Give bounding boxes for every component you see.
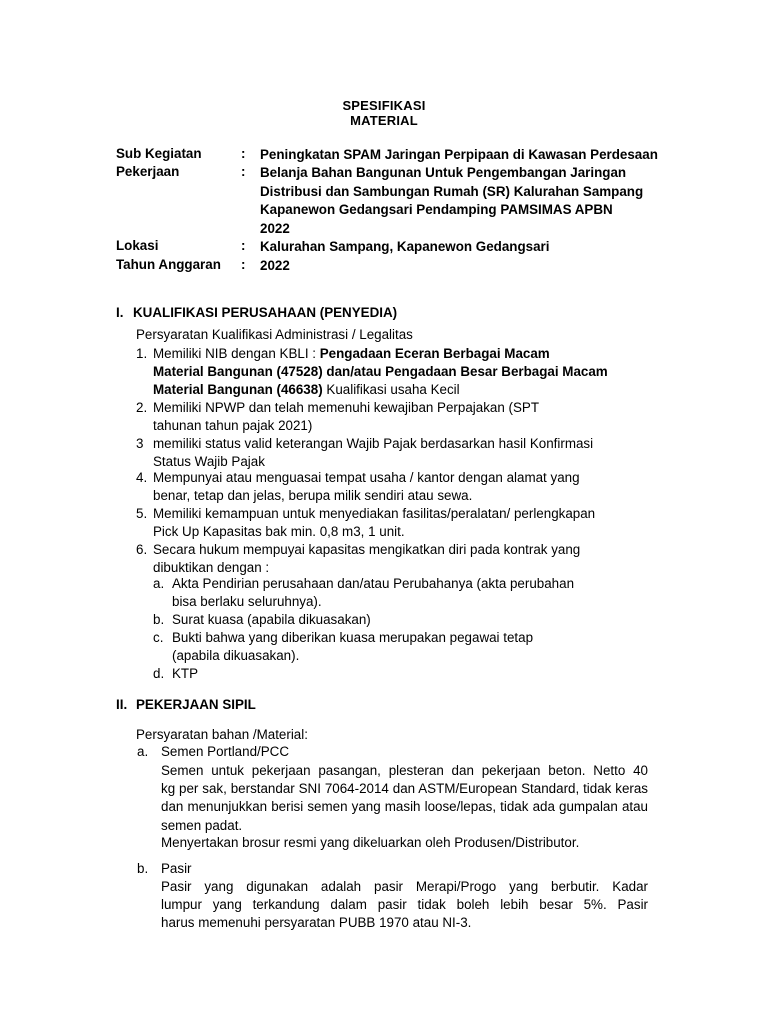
sub-list-item <box>153 611 623 629</box>
sub-item-text: (apabila dikuasakan). <box>172 648 300 664</box>
list-item <box>136 399 644 435</box>
item-number: 4. <box>136 470 148 485</box>
sub-item-letter: a. <box>153 576 165 591</box>
paragraph-line: semen padat. <box>161 817 243 833</box>
list-item <box>136 469 644 505</box>
meta-colon: : <box>241 164 246 179</box>
material-note: Menyertakan brosur resmi yang dikeluarkan oleh Produsen/Distributor. <box>161 835 580 850</box>
item-text: memiliki status valid keterangan Wajib Pajak berdasarkan hasil Konfirmasi <box>153 436 594 451</box>
list-item <box>136 345 644 400</box>
list-item <box>136 541 644 577</box>
item-number: 3 <box>136 436 144 451</box>
pekerjaan-value <box>260 164 700 238</box>
item-number: 5. <box>136 506 148 521</box>
item-text-bold: Material Bangunan (46638) <box>153 382 323 398</box>
section1-heading <box>116 305 397 320</box>
item-text: Kualifikasi usaha Kecil <box>322 382 460 398</box>
sub-kegiatan-value: Peningkatan SPAM Jaringan Perpipaan di Kawasan Perdesaan <box>260 147 658 162</box>
pekerjaan-line: Kapanewon Gedangsari Pendamping PAMSIMAS APBN <box>260 202 613 217</box>
item-number: 6. <box>136 542 148 557</box>
section2-title: PEKERJAAN SIPIL <box>136 697 256 712</box>
paragraph-line: dan menunjukkan berisi semen yang masih loose/lepas, tidak ada gumpalan atau <box>161 799 648 815</box>
material-label <box>137 861 192 876</box>
material-letter: b. <box>137 861 149 876</box>
lokasi-value: Kalurahan Sampang, Kapanewon Gedangsari <box>260 239 550 254</box>
list-item <box>136 505 644 541</box>
section1-number: I. <box>116 305 124 320</box>
item-text-bold: Material Bangunan (47528) dan/atau Pengadaan Besar Berbagai Macam <box>153 364 608 380</box>
item-text-bold: Pengadaan Eceran Berbagai Macam <box>319 346 550 361</box>
pekerjaan-label: Pekerjaan <box>116 164 180 179</box>
doc-title-line1: SPESIFIKASI <box>342 98 426 113</box>
material-description <box>161 878 648 933</box>
sub-kegiatan-label: Sub Kegiatan <box>116 146 202 161</box>
material-description <box>161 762 648 835</box>
tahun-anggaran-label: Tahun Anggaran <box>116 257 221 272</box>
section1-intro: Persyaratan Kualifikasi Administrasi / Legalitas <box>136 327 413 342</box>
item-text: Memiliki NPWP dan telah memenuhi kewajiban Perpajakan (SPT <box>153 400 540 415</box>
doc-title-line2: MATERIAL <box>350 113 418 128</box>
sub-item-text: bisa berlaku seluruhnya). <box>172 594 322 610</box>
meta-colon: : <box>241 238 246 253</box>
item-text: Status Wajib Pajak <box>153 454 265 470</box>
section2-heading <box>116 697 256 712</box>
pekerjaan-line: Belanja Bahan Bangunan Untuk Pengembangan Jaringan <box>260 165 627 180</box>
sub-list-item <box>153 629 623 665</box>
lokasi-label: Lokasi <box>116 238 159 253</box>
sub-list-item <box>153 575 623 611</box>
section1-title: KUALIFIKASI PERUSAHAAN (PENYEDIA) <box>133 305 398 320</box>
item-text: Memiliki NIB dengan KBLI : <box>153 346 320 361</box>
pekerjaan-line: 2022 <box>260 220 290 236</box>
sub-item-letter: b. <box>153 612 165 627</box>
section2-number: II. <box>116 697 128 712</box>
item-text: Secara hukum mempuyai kapasitas mengikatkan diri pada kontrak yang <box>153 542 581 557</box>
item-number: 1. <box>136 346 148 361</box>
material-letter: a. <box>137 744 149 759</box>
tahun-anggaran-value: 2022 <box>260 258 290 273</box>
item-number: 2. <box>136 400 148 415</box>
sub-item-text: Surat kuasa (apabila dikuasakan) <box>172 612 371 627</box>
paragraph-line: lumpur yang terkandung dalam pasir tidak boleh lebih besar 5%. Pasir <box>161 897 648 913</box>
item-text: Memiliki kemampuan untuk menyediakan fasilitas/peralatan/ perlengkapan <box>153 506 596 521</box>
item-text: dibuktikan dengan : <box>153 560 270 576</box>
pekerjaan-line: Distribusi dan Sambungan Rumah (SR) Kalurahan Sampang <box>260 183 644 199</box>
meta-colon: : <box>241 146 246 161</box>
paragraph-line: Semen untuk pekerjaan pasangan, plesteran dan pekerjaan beton. Netto 40 <box>161 763 648 778</box>
sub-item-text: KTP <box>172 666 199 681</box>
sub-item-text: Akta Pendirian perusahaan dan/atau Perubahanya (akta perubahan <box>172 576 575 591</box>
item-text: benar, tetap dan jelas, berupa milik sendiri atau sewa. <box>153 488 473 504</box>
sub-list-item <box>153 665 623 683</box>
meta-colon: : <box>241 257 246 272</box>
material-label <box>137 744 289 759</box>
item-text: Pick Up Kapasitas bak min. 0,8 m3, 1 unit. <box>153 524 405 540</box>
item-text: Mempunyai atau menguasai tempat usaha / kantor dengan alamat yang <box>153 470 580 485</box>
sub-item-letter: d. <box>153 666 165 681</box>
item-text: tahunan tahun pajak 2021) <box>153 418 313 434</box>
section2-intro: Persyaratan bahan /Material: <box>136 727 308 742</box>
paragraph-line: harus memenuhi persyaratan PUBB 1970 atau NI-3. <box>161 915 472 931</box>
sub-item-text: Bukti bahwa yang diberikan kuasa merupakan pegawai tetap <box>172 630 534 645</box>
paragraph-line: kg per sak, berstandar SNI 7064-2014 dan ASTM/European Standard, tidak keras <box>161 781 648 797</box>
paragraph-line: Pasir yang digunakan adalah pasir Merapi/Progo yang berbutir. Kadar <box>161 879 648 894</box>
sub-item-letter: c. <box>153 630 164 645</box>
list-item <box>136 435 644 471</box>
material-name: Semen Portland/PCC <box>161 744 290 759</box>
material-name: Pasir <box>161 861 192 876</box>
